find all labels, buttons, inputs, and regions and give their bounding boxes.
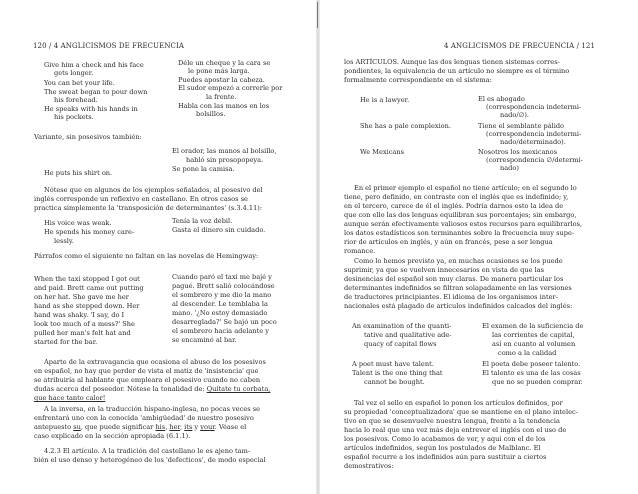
- paragraph-line: Aparte de la extravagancia que ocasiona el abuso de los posesivos: [44, 358, 266, 366]
- example-es: le pone más larga.: [188, 67, 250, 75]
- quote-es: Cuando paró el taxi me bajé y: [172, 273, 272, 281]
- example-es: Déle un cheque y la cara se: [178, 59, 271, 67]
- example-en: We Mexicans: [360, 148, 404, 156]
- example-es: Tenía la voz débil.: [172, 217, 233, 225]
- example-es: habló sin prosopopeya.: [186, 156, 264, 164]
- example-en: Give him a check and his face: [44, 61, 144, 69]
- paragraph-line: de traductores principiantes. El idioma de los organismos inter-: [344, 293, 558, 301]
- example-en: tative and qualitative ade-: [364, 331, 452, 339]
- quote-en: look too much of a mess?' She: [34, 320, 135, 328]
- example-es: El es abogado: [478, 95, 525, 103]
- example-es: El sudor empezó a correrle por: [178, 84, 283, 92]
- example-es: nado/determinado).: [500, 138, 566, 146]
- example-en: You can bet your life.: [44, 79, 115, 87]
- underlined-word: your: [200, 423, 215, 431]
- paragraph-line: [34, 394, 105, 402]
- example-es: El poeta debe poseer talento.: [482, 360, 581, 368]
- paragraph-text: ,: [165, 423, 170, 431]
- paragraph-line: inglés corresponde un reflexivo en castellano. En otros casos se: [34, 195, 248, 203]
- paragraph-line: formalmente correspondiente en el sistema:: [344, 76, 492, 84]
- example-es: nado): [500, 164, 519, 172]
- underlined-word: her: [169, 423, 180, 431]
- paragraph-line: en el tercero, carece de él el inglés. Podría darnos esto la idea de: [344, 202, 564, 210]
- section-heading-line: 4.2.3 El artículo. A la tradición del castellano le es ajeno tam-: [44, 447, 251, 455]
- paragraph-line: Párrafos como el siguiente no faltan en las novelas de Hemingway:: [34, 252, 259, 260]
- example-en: He spends his money care-: [44, 228, 135, 236]
- quote-es: mano. '¿No estoy demasiado: [172, 309, 268, 317]
- example-es: Tiene el semblante pálido: [478, 122, 565, 130]
- quote-es: el sombrero hacia adelante y: [172, 327, 269, 335]
- page-header: 4 ANGLICISMOS DE FRECUENCIA / 121: [444, 42, 596, 50]
- paragraph-line: los ARTÍCULOS. Aunque las dos lenguas tienen sistemas corres-: [344, 58, 560, 66]
- page-header: 120 / 4 ANGLICISMOS DE FRECUENCIA: [33, 42, 185, 50]
- underlined-word: its: [184, 423, 193, 431]
- paragraph-line: enfrentará uno con la conocida 'ambigüedad' de nuestro posesivo: [34, 414, 254, 422]
- example-es: Habla con las manos en los: [178, 102, 270, 110]
- paragraph-line: tiene, pero definido, en contraste con el inglés que es indefinido; y,: [344, 193, 569, 201]
- paragraph-line: en español, no hay que perder de vista el matiz de 'insistencia' que: [34, 367, 259, 375]
- paragraph-line: artículos indefinidos, según los postulados de Malblanc. El: [344, 444, 541, 452]
- example-en: A poet must have talent.: [352, 360, 434, 368]
- paragraph-line: Nótese que en algunos de los ejemplos señalados, al posesivo del: [44, 186, 263, 194]
- paragraph-line: que con ello las dos lenguas equilibran sus porcentajes; sin embargo,: [344, 211, 577, 219]
- example-en: He is a lawyer.: [360, 96, 410, 104]
- paragraph-line: A la inversa, en la traducción hispano-inglesa, no pocas veces se: [44, 405, 261, 413]
- example-es: Nosotros los mexicanos: [478, 148, 558, 156]
- example-es: como a la calidad: [498, 349, 557, 357]
- paragraph-line: caso explicado en la sección apropiada (6.1.1).: [34, 432, 191, 440]
- example-es: El talento es una de las cosas: [482, 369, 581, 377]
- paragraph-line: los posesivos. Como lo acabamos de ver, y aquí con el de los: [344, 435, 546, 443]
- example-es: (correspondencia ∅/determi-: [486, 156, 583, 164]
- paragraph-line: se atribuiría al hablante que empleara el posesivo cuando no caben: [34, 376, 261, 384]
- quote-en: hand as she stepped down. Her: [34, 302, 140, 310]
- quote-en: started for the bar.: [34, 338, 98, 346]
- example-es: Se pone la camisa.: [172, 165, 235, 173]
- paragraph-line: español recurre a los indefinidos aún para sustituir a ciertos: [344, 453, 547, 461]
- quote-es: al descender. Le temblaba la: [172, 300, 268, 308]
- example-en: An examination of the quanti-: [352, 322, 452, 330]
- paragraph-text: y: [192, 423, 201, 431]
- paragraph-line: pondientes, la equivalencia de un artículo no siempre es el término: [344, 67, 570, 75]
- example-es: Gasta el dinero sin cuidado.: [172, 226, 266, 234]
- paragraph-line: Tal vez el sello en español lo ponen los artículos definidos, por: [354, 399, 563, 407]
- underlined-example: Quítate tu corbata,: [206, 385, 271, 393]
- paragraph-line: practica simplemente la 'transposición de determinantes' (s.3.4.11):: [34, 204, 263, 212]
- paragraph-text: antepuesto: [34, 423, 74, 431]
- paragraph-line: demostrativos:: [344, 462, 394, 470]
- example-es: (correspondencia indetermi-: [486, 103, 582, 111]
- quote-en: and paid. Brett came out putting: [34, 284, 144, 292]
- paragraph-text: . Véase el: [214, 423, 247, 431]
- paragraph-line: bién el uso denso y heterogéneo de los 'defecticos', de modo especial: [34, 456, 266, 464]
- left-page: [0, 0, 318, 494]
- example-en: his pockets.: [54, 113, 94, 121]
- example-en: lessly.: [54, 237, 74, 245]
- paragraph-text: ,: [179, 423, 185, 431]
- quote-en: on her hat. She gave me her: [34, 293, 129, 301]
- paragraph-line: tivo en que se desenvuelve nuestra lengua, frente a la tendencia: [344, 417, 560, 425]
- quote-es: pagué. Brett salió colocándose: [172, 282, 275, 290]
- quote-en: When the taxi stopped I got out: [34, 275, 140, 283]
- example-es: las corrientes de capital,: [492, 331, 575, 339]
- example-es: bolsillos.: [196, 110, 226, 118]
- paragraph-line: romance.: [344, 247, 376, 255]
- right-page: [320, 0, 638, 494]
- paragraph-text: , que puede significar: [80, 423, 156, 431]
- example-es: Puedes apostar la cabeza.: [178, 76, 265, 84]
- example-es: El orador, las manos al bolsillo,: [172, 147, 277, 155]
- paragraph-line: suprimir, ya que se vuelven innecesarios en vista de que las: [344, 266, 545, 274]
- example-en: He puts his shirt on.: [44, 169, 113, 177]
- example-en: cannot be bought.: [364, 378, 425, 386]
- example-es: que no se pueden comprar.: [492, 378, 583, 386]
- underlined-example: que hace tanto calor!: [34, 394, 106, 402]
- paragraph-line: Como lo hemos previsto ya, en muchas ocasiones se los puede: [354, 257, 563, 265]
- paragraph-line: [34, 423, 246, 431]
- paragraph-line: determinantes indefinidos se filtran solapadamente en las versiones: [344, 284, 572, 292]
- example-en: The sweat began to pour down: [44, 88, 148, 96]
- example-es: la frente.: [206, 93, 237, 101]
- example-en: Talent is the one thing that: [352, 369, 443, 377]
- paragraph-line: los datos estadísticos son terminantes sobre la frecuencia muy supe-: [344, 229, 575, 237]
- paragraph-line: [34, 385, 270, 393]
- quote-es: desarreglada?' Se bajó un poco: [172, 318, 277, 326]
- paragraph-line: su propiedad 'conceptualizadora' que se mantiene en el plano intelec-: [344, 408, 578, 416]
- paragraph-line: aunque serán efectivamente valiosos estos recursos para equilibrarlos,: [344, 220, 583, 228]
- example-en: his forehead.: [54, 96, 98, 104]
- paragraph-line: hacia lo real que una vez más deja entrever el inglés con el uso de: [344, 426, 567, 434]
- example-en: gets longer.: [54, 69, 94, 77]
- paragraph-line: En el primer ejemplo el español no tiene artículo; en el segundo lo: [354, 184, 577, 192]
- example-en: quacy of capital flows: [364, 340, 437, 348]
- quote-es: el sombrero y me dio la mano: [172, 291, 272, 299]
- example-en: She has a pale complexion.: [360, 122, 451, 130]
- example-es: así en cuanto al volumen: [492, 340, 576, 348]
- paragraph-text: dudas acerca del poseedor. Nótese la tonalidad de:: [34, 385, 207, 393]
- underlined-word: his: [155, 423, 166, 431]
- example-en: His voice was weak.: [44, 219, 112, 227]
- paragraph-line: rior de artículos en inglés, y aún en francés, pese a ser lengua: [344, 238, 553, 246]
- example-es: El examen de la suficiencia de: [482, 322, 584, 330]
- paragraph-line: desinencias del español son muy claras. De manera particular los: [344, 275, 564, 283]
- quote-es: se encaminó al bar.: [172, 336, 237, 344]
- variante-label: Variante, sin posesivos también:: [34, 133, 142, 141]
- example-en: He speaks with his hands in: [44, 105, 138, 113]
- underlined-word: su: [73, 423, 81, 431]
- example-es: nado/∅).: [500, 111, 530, 119]
- quote-en: pulled her man's felt hat and: [34, 329, 131, 337]
- paragraph-line: nacionales está plagado de artículos indefinidos calcados del inglés:: [344, 302, 573, 310]
- example-es: (correspondencia indetermi-: [486, 130, 582, 138]
- quote-en: hand was shaky. 'I say, do I: [34, 311, 125, 319]
